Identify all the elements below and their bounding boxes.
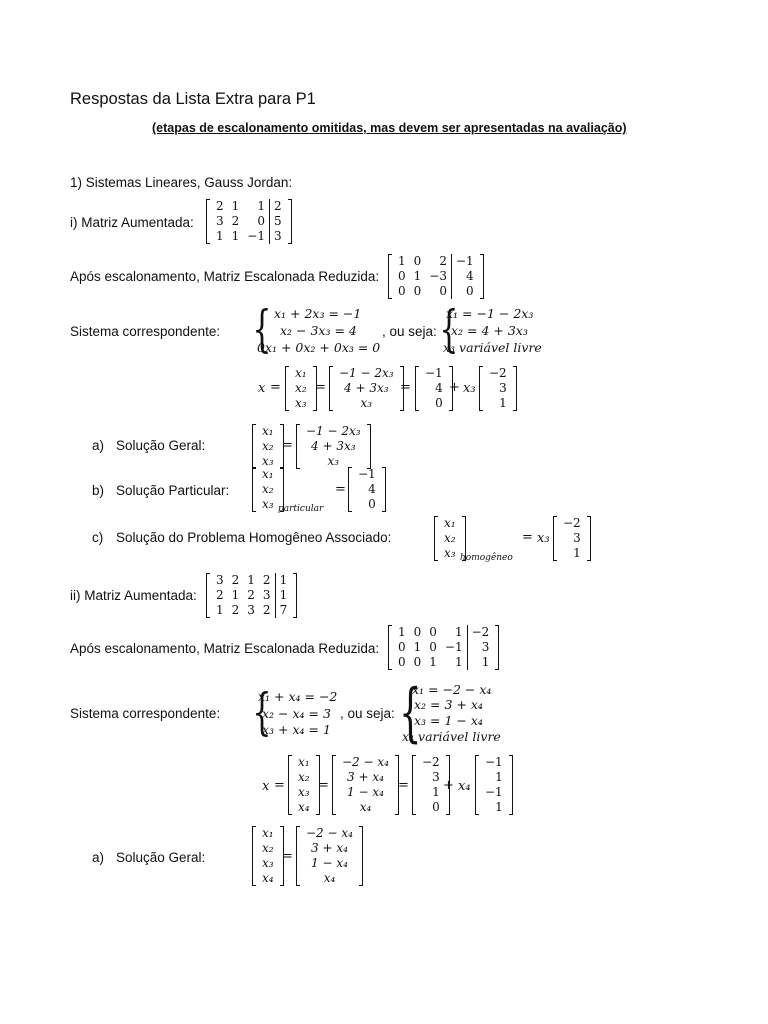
matrix-entry: 1 [495, 800, 503, 814]
matrix-entry: 2 [262, 573, 271, 587]
vector-general-a-ii [296, 826, 363, 886]
aug-label-ii: ii) Matriz Aumentada: [70, 588, 197, 603]
right-bracket [495, 625, 499, 670]
matrix-entry: 3 [262, 588, 271, 602]
matrix-entry: x₃ [295, 396, 307, 410]
matrix-entry: 0 [439, 284, 447, 298]
matrix-entry: 3 + x₄ [311, 841, 348, 855]
item-a-label-ii: a) [92, 850, 105, 865]
brace-solved-i: { [439, 300, 459, 358]
ou-seja-i: , ou seja: [382, 324, 437, 339]
right-bracket [587, 516, 591, 561]
matrix-entry: 1 − x₄ [311, 856, 348, 870]
equals-sign: = [335, 482, 346, 497]
equals-sign: = [315, 380, 326, 395]
matrix-entry: 1 [247, 573, 255, 587]
vector-x-a-ii [252, 826, 284, 886]
augmented-matrix-ii [206, 573, 297, 618]
vector-particular-i [415, 366, 453, 411]
matrix-entry: x₂ [262, 439, 274, 453]
right-bracket [293, 573, 297, 618]
matrix-entry: 1 [481, 655, 490, 669]
matrix-entry: −1 [455, 254, 474, 268]
x-label-i: x [258, 381, 266, 396]
item-c-text-i: Solução do Problema Homogêneo Associado: [116, 530, 392, 545]
vector-particular-b [348, 467, 386, 512]
rref-label-i: Após escalonamento, Matriz Escalonada Reduzida: [70, 269, 380, 284]
equals-sign: = [522, 530, 533, 545]
matrix-entry: −2 [489, 366, 507, 380]
solved-eq-ii-1: x₁ = −2 − x₄ [412, 682, 492, 697]
equals-sign: = [282, 849, 293, 864]
brace-system-ii: { [252, 683, 272, 741]
matrix-entry: x₁ [298, 755, 310, 769]
system-label-i: Sistema correspondente: [70, 324, 221, 339]
matrix-entry: −1 [425, 366, 443, 380]
matrix-entry: 1 [231, 229, 240, 243]
matrix-entry: 2 [247, 588, 255, 602]
right-bracket [480, 254, 484, 299]
matrix-entry: 1 [216, 603, 224, 617]
matrix-entry: −2 − x₄ [306, 826, 353, 840]
matrix-entry: 4 + 3x₃ [311, 439, 356, 453]
matrix-entry: 1 [279, 588, 288, 602]
matrix-entry: 5 [273, 214, 282, 228]
matrix-entry: x₃ [262, 497, 274, 511]
matrix-entry: 1 [413, 640, 422, 654]
right-bracket [367, 424, 371, 469]
matrix-entry: 2 [216, 588, 224, 602]
matrix-entry: 1 [429, 655, 437, 669]
matrix-entry: 0 [432, 800, 440, 814]
equals-sign: = [398, 778, 409, 793]
solved-eq-ii-2: x₂ = 3 + x₄ [414, 697, 483, 712]
equals-sign: = [282, 438, 293, 453]
matrix-entry: 1 [573, 546, 581, 560]
equals-sign: = [318, 778, 329, 793]
item-b-text-i: Solução Particular: [116, 483, 230, 498]
matrix-entry: x₂ [295, 381, 307, 395]
vector-general-a [296, 424, 371, 469]
right-bracket [513, 366, 517, 411]
matrix-entry: 7 [279, 603, 288, 617]
vector-homogeneous-i [479, 366, 517, 411]
matrix-entry: −1 [485, 785, 503, 799]
matrix-entry: 1 [398, 625, 406, 639]
matrix-entry: 1 [231, 199, 240, 213]
matrix-entry: 0 [413, 625, 422, 639]
matrix-entry: x₄ [359, 800, 372, 814]
matrix-entry: 0 [435, 396, 443, 410]
matrix-entry: 0 [429, 625, 437, 639]
matrix-entry: 4 [368, 482, 376, 496]
matrix-entry: −2 [422, 755, 440, 769]
system-eq-3: 0x₁ + 0x₂ + 0x₃ = 0 [257, 340, 381, 355]
page-title: Respostas da Lista Extra para P1 [70, 90, 316, 108]
matrix-entry: x₁ [262, 424, 274, 438]
particular-subscript: particular [278, 504, 324, 514]
item-b-label-i: b) [92, 483, 105, 498]
matrix-entry: 2 [216, 199, 224, 213]
matrix-entry: x₃ [444, 546, 456, 560]
section-heading: 1) Sistemas Lineares, Gauss Jordan: [70, 175, 293, 190]
vector-general-i [329, 366, 404, 411]
matrix-entry: 0 [398, 640, 406, 654]
matrix-entry: 0 [257, 214, 265, 228]
ou-seja-ii: , ou seja: [340, 706, 395, 721]
rref-label-ii: Após escalonamento, Matriz Escalonada Reduzida: [70, 641, 380, 656]
homogeneous-subscript: homogêneo [460, 553, 513, 563]
matrix-entry: 1 − x₄ [347, 785, 384, 799]
plus-sign: + [443, 778, 454, 793]
matrix-entry: x₁ [262, 467, 274, 481]
matrix-entry: x₃ [360, 396, 373, 410]
matrix-entry: 1 [231, 588, 240, 602]
matrix-entry: 4 + 3x₃ [344, 381, 389, 395]
equals-sign: = [274, 778, 285, 793]
matrix-entry: 1 [216, 229, 224, 243]
matrix-entry: x₁ [295, 366, 307, 380]
matrix-entry: x₄ [323, 871, 336, 885]
matrix-entry: x₃ [262, 856, 274, 870]
matrix-entry: −1 − 2x₃ [306, 424, 361, 438]
matrix-entry: 0 [398, 284, 406, 298]
matrix-entry: x₄ [262, 871, 274, 885]
brace-system-i: { [252, 300, 272, 358]
matrix-entry: 1 [495, 770, 503, 784]
matrix-entry: 2 [231, 573, 240, 587]
matrix-entry: x₂ [262, 482, 274, 496]
rref-matrix-ii [388, 625, 499, 670]
matrix-entry: −1 [485, 755, 503, 769]
vector-x-i [285, 366, 317, 411]
augmented-matrix-i [206, 199, 292, 244]
equals-sign: = [400, 380, 411, 395]
matrix-entry: 0 [398, 269, 406, 283]
solved-eq-ii-3: x₃ = 1 − x₄ [414, 713, 483, 728]
matrix-entry: 0 [398, 655, 406, 669]
matrix-entry: 1 [279, 573, 288, 587]
matrix-entry: 3 [247, 603, 255, 617]
matrix-entry: 1 [398, 254, 406, 268]
matrix-entry: 1 [499, 396, 507, 410]
matrix-entry: x₁ [262, 826, 274, 840]
vector-x-ii [288, 755, 320, 815]
right-bracket [382, 467, 386, 512]
system-eq-2: x₂ − 3x₃ = 4 [280, 323, 357, 338]
right-bracket [288, 199, 292, 244]
matrix-entry: 1 [454, 625, 463, 639]
item-a-text-i: Solução Geral: [116, 438, 206, 453]
matrix-entry: 2 [231, 214, 240, 228]
matrix-entry: −1 [247, 229, 265, 243]
matrix-entry: x₃ [262, 454, 274, 468]
matrix-entry: 1 [413, 269, 422, 283]
matrix-entry: 2 [262, 603, 271, 617]
matrix-entry: 2 [231, 603, 240, 617]
matrix-entry: 4 [435, 381, 443, 395]
system-eq-ii-1: x₁ + x₄ = −2 [258, 689, 338, 704]
solved-eq-ii-4: x₄ variável livre [402, 729, 501, 744]
page-subtitle: (etapas de escalonamento omitidas, mas devem ser apresentadas na avaliação) [152, 121, 627, 135]
homog-coef-i: x₃ [463, 381, 476, 396]
matrix-entry: 3 [273, 229, 282, 243]
matrix-entry: −1 [358, 467, 376, 481]
matrix-entry: x₃ [298, 785, 310, 799]
matrix-entry: 0 [413, 254, 422, 268]
item-a-text-ii: Solução Geral: [116, 850, 206, 865]
homog-coef-c: x₃ [537, 531, 550, 546]
matrix-entry: x₁ [444, 516, 456, 530]
system-label-ii: Sistema correspondente: [70, 706, 221, 721]
matrix-entry: −1 [444, 640, 463, 654]
right-bracket [359, 826, 363, 886]
system-eq-ii-2: x₂ − x₄ = 3 [262, 706, 331, 721]
matrix-entry: x₃ [327, 454, 340, 468]
matrix-entry: 2 [439, 254, 447, 268]
matrix-entry: 3 [216, 573, 224, 587]
matrix-entry: 1 [454, 655, 463, 669]
vector-homogeneous-c [553, 516, 591, 561]
x-label-ii: x [262, 779, 270, 794]
vector-x-a [252, 424, 284, 469]
matrix-entry: 0 [466, 284, 474, 298]
item-c-label-i: c) [92, 530, 104, 545]
right-bracket [509, 755, 513, 815]
aug-label-i: i) Matriz Aumentada: [70, 215, 194, 230]
matrix-entry: 1 [257, 199, 265, 213]
matrix-entry: 3 [432, 770, 440, 784]
matrix-entry: x₂ [298, 770, 310, 784]
matrix-entry: −3 [429, 269, 447, 283]
matrix-entry: 0 [429, 640, 437, 654]
system-eq-1: x₁ + 2x₃ = −1 [274, 306, 362, 321]
brace-solved-ii: { [399, 676, 422, 750]
matrix-entry: 0 [413, 655, 422, 669]
matrix-entry: 4 [466, 269, 474, 283]
system-eq-ii-3: x₃ + x₄ = 1 [262, 722, 331, 737]
matrix-entry: −2 [563, 516, 581, 530]
matrix-entry: 3 + x₄ [347, 770, 384, 784]
matrix-entry: x₄ [298, 800, 310, 814]
matrix-entry: 3 [216, 214, 224, 228]
matrix-entry: −1 − 2x₃ [339, 366, 394, 380]
matrix-entry: 2 [273, 199, 282, 213]
vector-general-ii [332, 755, 399, 815]
matrix-entry: −2 − x₄ [342, 755, 389, 769]
matrix-entry: x₂ [262, 841, 274, 855]
matrix-entry: x₂ [444, 531, 456, 545]
matrix-entry: 0 [413, 284, 422, 298]
matrix-entry: 1 [432, 785, 440, 799]
matrix-entry: 3 [499, 381, 507, 395]
vector-homogeneous-ii [475, 755, 513, 815]
matrix-entry: 0 [368, 497, 376, 511]
matrix-entry: −2 [471, 625, 490, 639]
solved-eq-1: x₁ = −1 − 2x₃ [446, 306, 534, 321]
matrix-entry: 3 [573, 531, 581, 545]
rref-matrix-i [388, 254, 484, 299]
item-a-label-i: a) [92, 438, 105, 453]
solved-eq-2: x₂ = 4 + 3x₃ [451, 323, 528, 338]
matrix-entry: 3 [481, 640, 490, 654]
equals-sign: = [270, 380, 281, 395]
plus-sign: + [449, 380, 460, 395]
solved-eq-3: x₃ variável livre [443, 340, 542, 355]
homog-coef-ii: x₄ [458, 779, 471, 794]
